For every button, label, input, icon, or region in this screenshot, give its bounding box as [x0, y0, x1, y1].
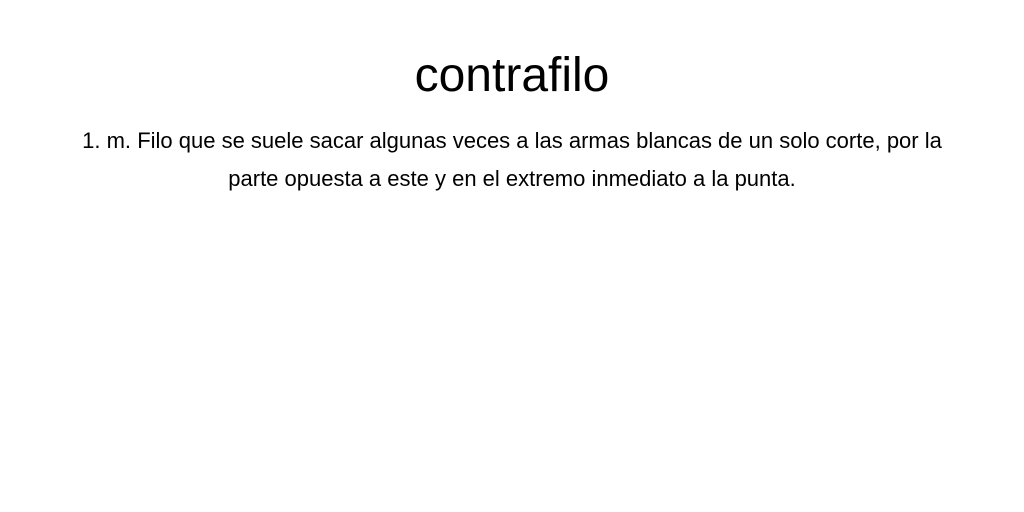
sense-text: Filo que se suele sacar algunas veces a las armas blancas de un solo corte, por la parte opuesta a este y en el extremo inmediato a la punta.: [137, 128, 942, 191]
sense-number: 1.: [82, 128, 101, 153]
headword: contrafilo: [414, 49, 610, 102]
sense-1: [72, 122, 952, 198]
sense-category: m.: [106, 128, 132, 153]
